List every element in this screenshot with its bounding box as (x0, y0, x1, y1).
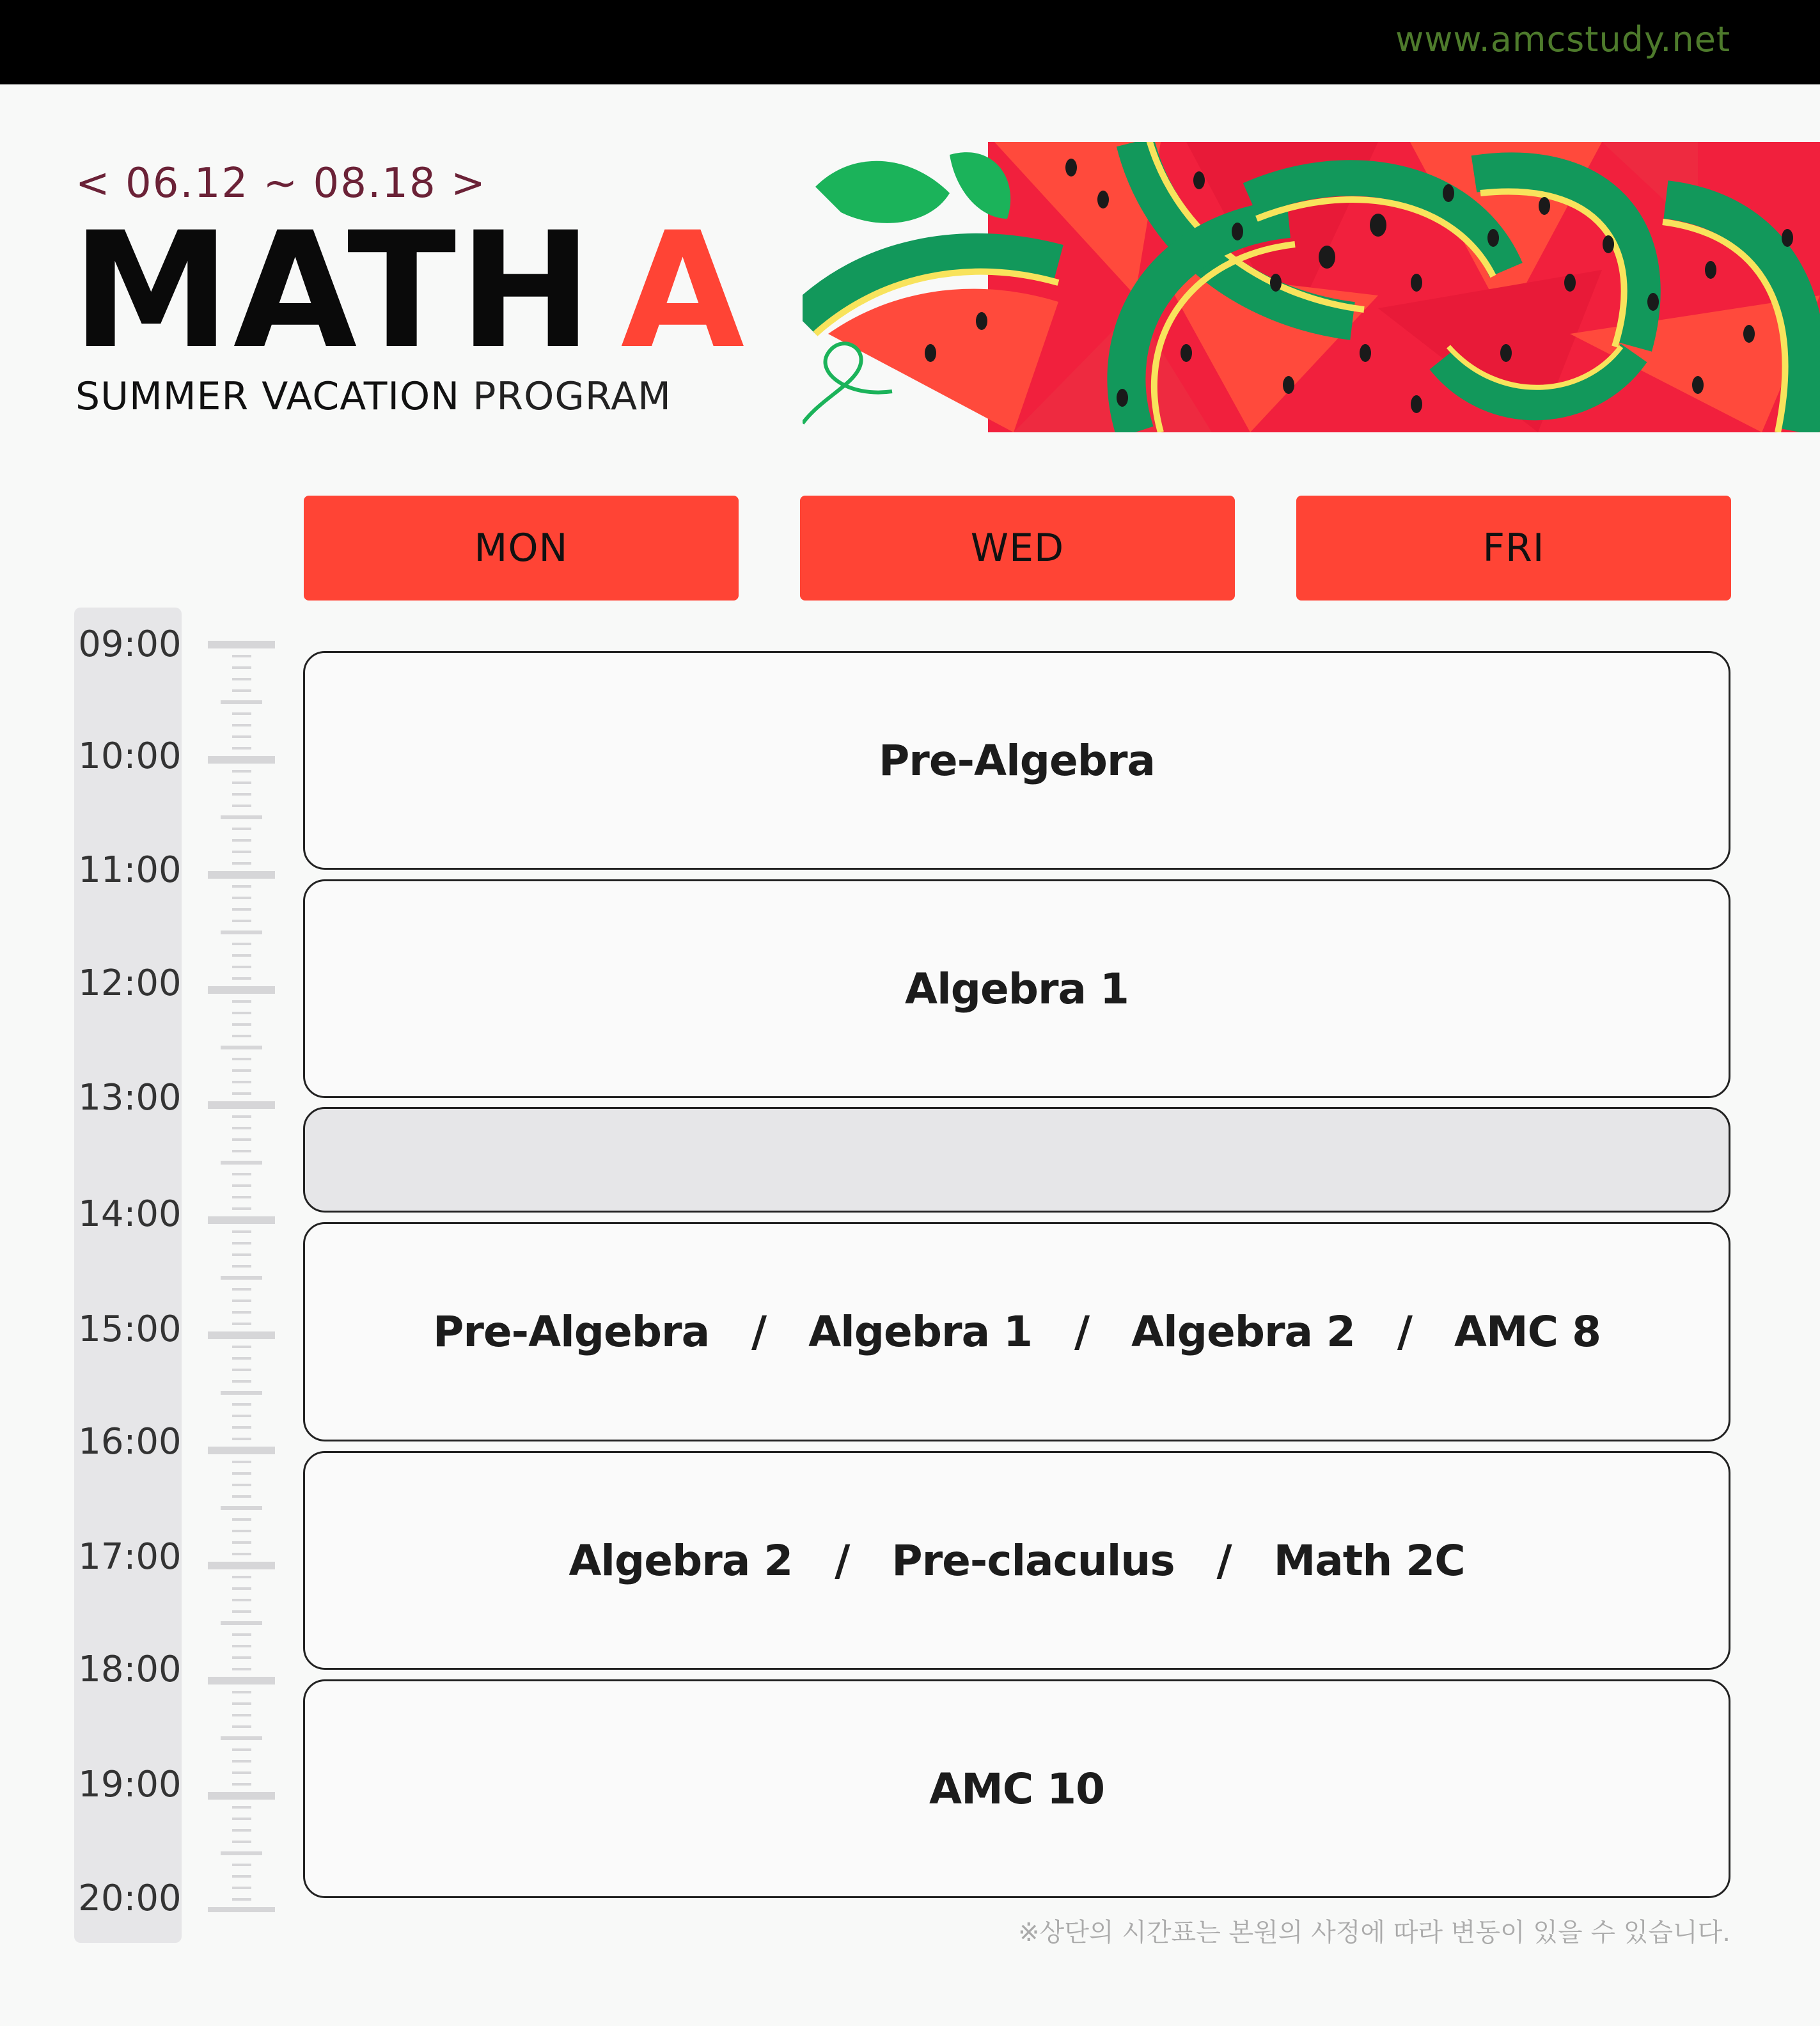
schedule-break-1300 (303, 1107, 1730, 1213)
day-header-fri: FRI (1296, 496, 1731, 601)
page-title (72, 198, 748, 384)
time-axis-strip (74, 608, 182, 1943)
top-bar (0, 0, 1820, 84)
subtitle-light: PROGRAM (473, 374, 671, 419)
schedule-slot-0900 (303, 651, 1730, 870)
time-label: 15:00 (78, 1308, 182, 1350)
time-label: 14:00 (78, 1193, 182, 1235)
time-label: 19:00 (78, 1764, 182, 1805)
time-label: 18:00 (78, 1649, 182, 1690)
slot-text: AMC 10 (929, 1764, 1105, 1814)
leaf-icon (815, 152, 1010, 223)
watermelon-illustration (803, 142, 1820, 432)
slot-text: Algebra 1 (905, 964, 1129, 1014)
title-accent: A (620, 198, 748, 384)
schedule-slot-1800 (303, 1679, 1730, 1898)
slot-text: Pre-Algebra / Algebra 1 / Algebra 2 / AMC 8 (433, 1307, 1601, 1356)
time-label: 20:00 (78, 1878, 182, 1919)
subtitle-bold: SUMMER VACATION (75, 374, 460, 419)
slot-text: Algebra 2 / Pre-claculus / Math 2C (569, 1535, 1465, 1585)
subtitle (75, 374, 671, 419)
time-label: 10:00 (78, 735, 182, 777)
schedule-slot-1600 (303, 1451, 1730, 1670)
time-label: 09:00 (78, 624, 182, 665)
time-label: 11:00 (78, 849, 182, 891)
time-label: 16:00 (78, 1421, 182, 1463)
time-ruler (208, 633, 278, 1912)
day-header-mon: MON (304, 496, 739, 601)
time-label: 17:00 (78, 1536, 182, 1578)
day-header-wed: WED (800, 496, 1235, 601)
time-label: 12:00 (78, 962, 182, 1004)
schedule-note: ※상단의 시간표는 본원의 사정에 따라 변동이 있을 수 있습니다. (1018, 1918, 1730, 1947)
slot-text: Pre-Algebra (878, 735, 1156, 785)
time-label: 13:00 (78, 1077, 182, 1119)
date-range: < 06.12 ~ 08.18 > (75, 160, 487, 207)
title-main: MATH (72, 198, 595, 384)
site-url[interactable]: www.amcstudy.net (1395, 19, 1730, 59)
schedule-slot-1100 (303, 879, 1730, 1098)
schedule-slot-1400 (303, 1222, 1730, 1441)
